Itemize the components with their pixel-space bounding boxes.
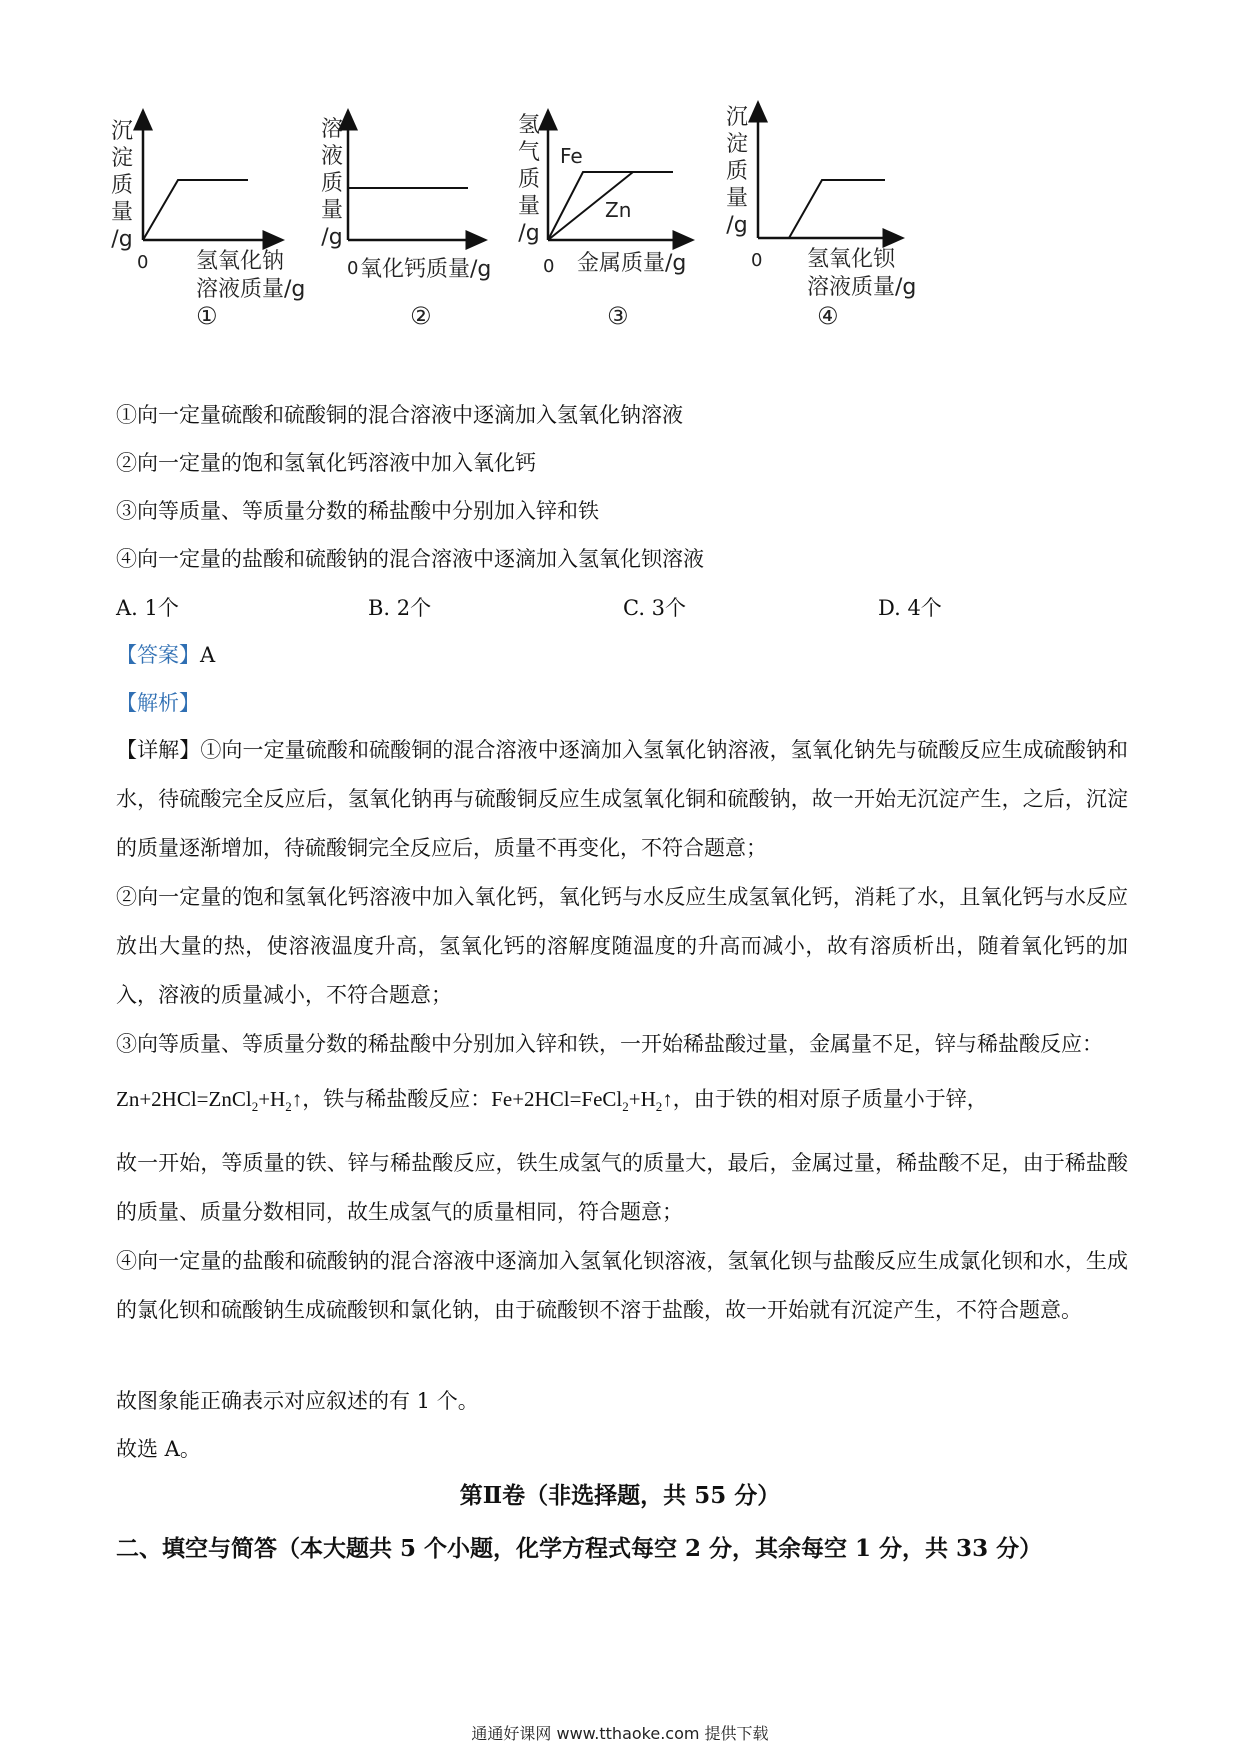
volume-title: 第Ⅱ卷（非选择题，共 55 分） [459,1482,781,1509]
graph-1-ylabel: 沉 淀 质 量 /g [110,119,133,252]
graph-2-xlabel: 氧化钙质量/g [360,257,492,282]
footer: 通通好课网 www.tthaoke.com 提供下载 [471,1724,769,1743]
graph-2-plot [318,110,518,250]
option-c: C. 3个 [623,596,687,620]
answer-value: A [200,643,216,667]
statement-4: ④向一定量的盐酸和硫酸钠的混合溶液中逐滴加入氢氧化钡溶液 [116,547,704,571]
graph-1 [110,110,310,380]
option-b: B. 2个 [368,596,432,620]
graph-2-origin: 0 [347,258,359,279]
graphs-row [110,105,1110,380]
graph-2-number: ② [410,302,432,330]
answer-options [116,592,1016,622]
option-d: D. 4个 [878,596,942,620]
graph-4-xlabel: 氢氧化钡 溶液质量/g [807,247,917,300]
graph-3-xlabel: 金属质量/g [577,251,687,276]
detail-paragraph-3a: ③向等质量、等质量分数的稀盐酸中分别加入锌和铁，一开始稀盐酸过量，金属量不足，锌与稀盐酸反应： [116,1032,1103,1056]
equation-zn: $Zn+2HCl=ZnCl_2+H_2↑$ [116,1087,303,1115]
graph-1-plot [110,110,310,250]
graph-1-xlabel: 氢氧化钠 溶液质量/g [196,249,306,302]
statement-2: ②向一定量的饱和氢氧化钙溶液中加入氧化钙 [116,451,536,475]
analysis-tag: 【解析】 [116,691,200,715]
statement-1: ①向一定量硫酸和硫酸铜的混合溶液中逐滴加入氢氧化钠溶液 [116,403,683,427]
conclusion: 故图象能正确表示对应叙述的有 1 个。 [116,1389,479,1413]
graph-4-ylabel: 沉 淀 质 量 /g [725,105,748,238]
graph-2-ylabel: 溶 液 质 量 /g [320,117,343,250]
graph-4-plot [725,110,925,250]
fe-label: Fe [560,144,583,168]
equation-fe: $Fe+2HCl=FeCl_2+H_2↑$ [491,1087,673,1115]
graph-1-curve [143,180,248,240]
graph-3 [515,110,725,380]
answer-tag: 【答案】 [116,643,200,667]
detail-paragraph-1 [116,726,1128,873]
graph-1-origin: 0 [137,252,149,273]
zn-label: Zn [605,198,632,222]
graph-4-number: ④ [817,302,839,330]
section-title: 二、填空与简答（本大题共 5 个小题，化学方程式每空 2 分，其余每空 1 分，共 33 分） [116,1535,1043,1562]
detail-tag: 【详解】 [116,738,201,762]
detail-1-text: ①向一定量硫酸和硫酸铜的混合溶液中逐滴加入氢氧化钠溶液，氢氧化钠先与硫酸反应生成硫酸钠和水，待硫酸完全反应后，氢氧化钠再与硫酸铜反应生成氢氧化铜和硫酸钠，故一开始无沉淀产生，之后，沉淀的质量逐渐增加，待硫酸铜完全反应后，质量不再变化，不符合题意； [116,738,1128,860]
graph-3-plot [515,110,725,250]
equation-line: $Zn+2HCl=ZnCl_2+H_2↑$，铁与稀盐酸反应：$Fe+2HCl=FeCl_2+H_2↑$，由于铁的相对原子质量小于锌， [116,1087,988,1115]
detail-paragraph-3b: 故一开始，等质量的铁、锌与稀盐酸反应，铁生成氢气的质量大，最后，金属过量，稀盐酸不足，由于稀盐酸的质量、质量分数相同，故生成氢气的质量相同，符合题意； [116,1151,1128,1224]
graph-3-number: ③ [607,302,629,330]
graph-4-origin: 0 [751,250,763,271]
analysis-line [116,688,200,718]
choose-line: 故选 A。 [116,1437,201,1461]
option-a: A. 1个 [116,596,179,620]
graph-4 [725,105,925,380]
statement-3: ③向等质量、等质量分数的稀盐酸中分别加入锌和铁 [116,499,599,523]
graph-3-ylabel: 氢 气 质 量 /g [517,113,540,246]
graph-2 [318,110,518,380]
detail-paragraph-2: ②向一定量的饱和氢氧化钙溶液中加入氧化钙，氧化钙与水反应生成氢氧化钙，消耗了水，且氧化钙与水反应放出大量的热，使溶液温度升高，氢氧化钙的溶解度随温度的升高而减小，故有溶质析出，随着氧化钙的加入，溶液的质量减小，不符合题意； [116,885,1128,1007]
answer-line [116,640,215,670]
detail-paragraph-4: ④向一定量的盐酸和硫酸钠的混合溶液中逐滴加入氢氧化钡溶液，氢氧化钡与盐酸反应生成氯化钡和水，生成的氯化钡和硫酸钠生成硫酸钡和氯化钠，由于硫酸钡不溶于盐酸，故一开始就有沉淀产生，不符合题意。 [116,1249,1128,1322]
graph-3-origin: 0 [543,256,555,277]
graph-1-number: ① [196,302,218,330]
graph-4-curve [758,180,885,238]
